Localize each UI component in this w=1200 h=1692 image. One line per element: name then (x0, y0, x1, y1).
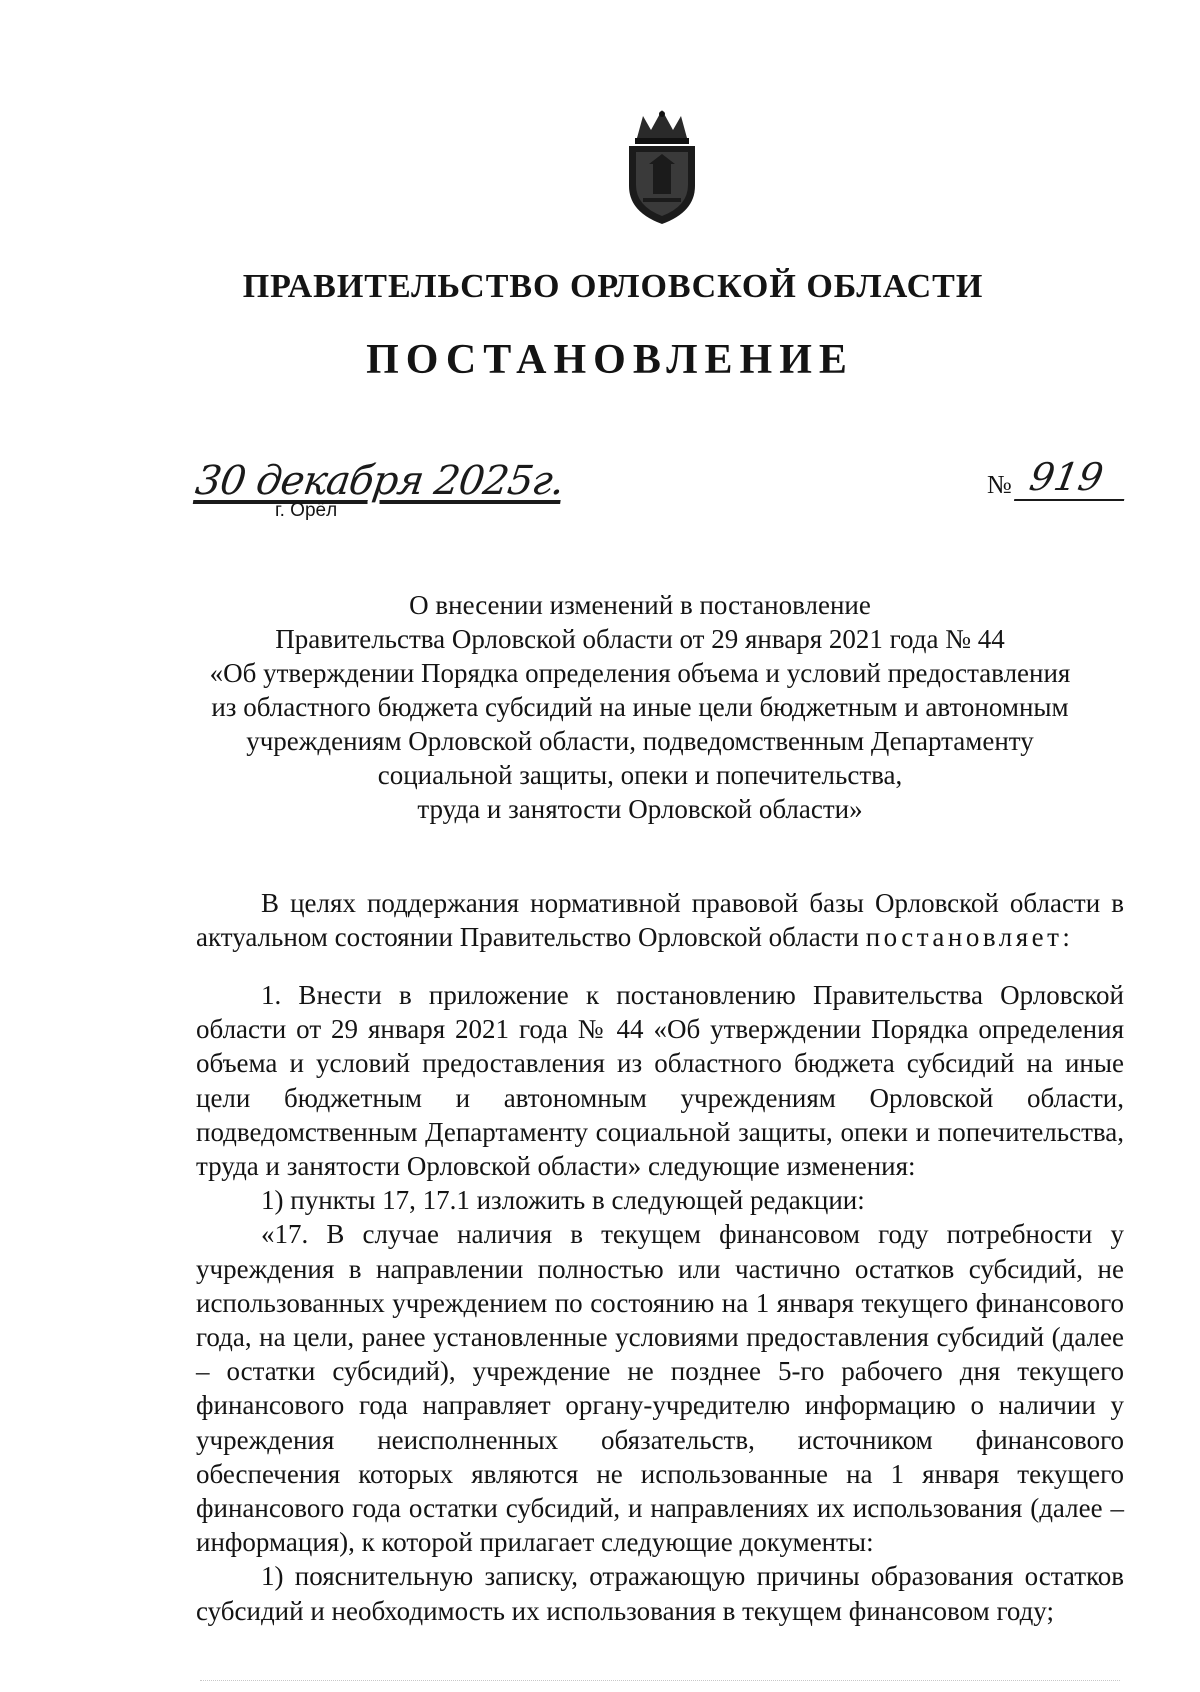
coat-of-arms-icon (623, 108, 701, 226)
document-heading (190, 588, 1090, 826)
preamble-text: В целях поддержания нормативной правовой базы Орловской области в актуальном состоянии Правительство Орловской области (196, 888, 1124, 953)
document-number: 919 (1014, 455, 1132, 501)
paragraph: 1) пояснительную записку, отражающую причины образования остатков субсидий и необходимость их использования в текущем финансовом году; (196, 1561, 1124, 1626)
signature-date: 30 декабря 2025г. (192, 458, 567, 504)
document-type: ПОСТАНОВЛЕНИЕ (366, 337, 854, 383)
page-bottom-edge (200, 1680, 1120, 1691)
heading-line: учреждениям Орловской области, подведомственным Департаменту (246, 726, 1034, 756)
heading-line: Правительства Орловской области от 29 января 2021 года № 44 (275, 624, 1005, 654)
paragraph: 1. Внести в приложение к постановлению Правительства Орловской области от 29 января 2021 года № 44 «Об утверждении Порядка определения объема и условий предоставления из областного бюджета субсидий на иные цели бюджетным и автономным учреждениям Орловской области, подведомственным Департаменту социальной защиты, опеки и попечительства, труда и занятости Орловской области» следующие изменения: (196, 980, 1124, 1182)
city-label: г. Орёл (275, 500, 338, 521)
heading-line: социальной защиты, опеки и попечительства, (377, 760, 903, 790)
number-label: № (987, 470, 1012, 499)
heading-line: из областного бюджета субсидий на иные цели бюджетным и автономным (211, 692, 1069, 722)
paragraph: «17. В случае наличия в текущем финансовом году потребности у учреждения в направлении полностью или частично остатков субсидий, не использованных учреждением по состоянию на 1 января текущего финансового года, на цели, ранее установленные условиями предоставления субсидий (далее – остатки субсидий), учреждение не позднее 5-го рабочего дня текущего финансового года направляет органу-учредителю информацию о наличии у учреждения неисполненных обязательств, источником финансового обеспечения которых являются не использованные на 1 января текущего финансового года остатки субсидий, и направлениях их использования (далее – информация), к которой прилагает следующие документы: (196, 1219, 1124, 1558)
organization-title: ПРАВИТЕЛЬСТВО ОРЛОВСКОЙ ОБЛАСТИ (242, 268, 984, 305)
document-body (196, 978, 1124, 1628)
heading-line: труда и занятости Орловской области» (417, 794, 863, 824)
preamble (196, 886, 1124, 954)
heading-line: О внесении изменений в постановление (409, 590, 871, 620)
paragraph: 1) пункты 17, 17.1 изложить в следующей редакции: (261, 1185, 865, 1216)
heading-line: «Об утверждении Порядка определения объема и условий предоставления (209, 658, 1071, 688)
preamble-keyword: постановляет: (865, 922, 1074, 953)
